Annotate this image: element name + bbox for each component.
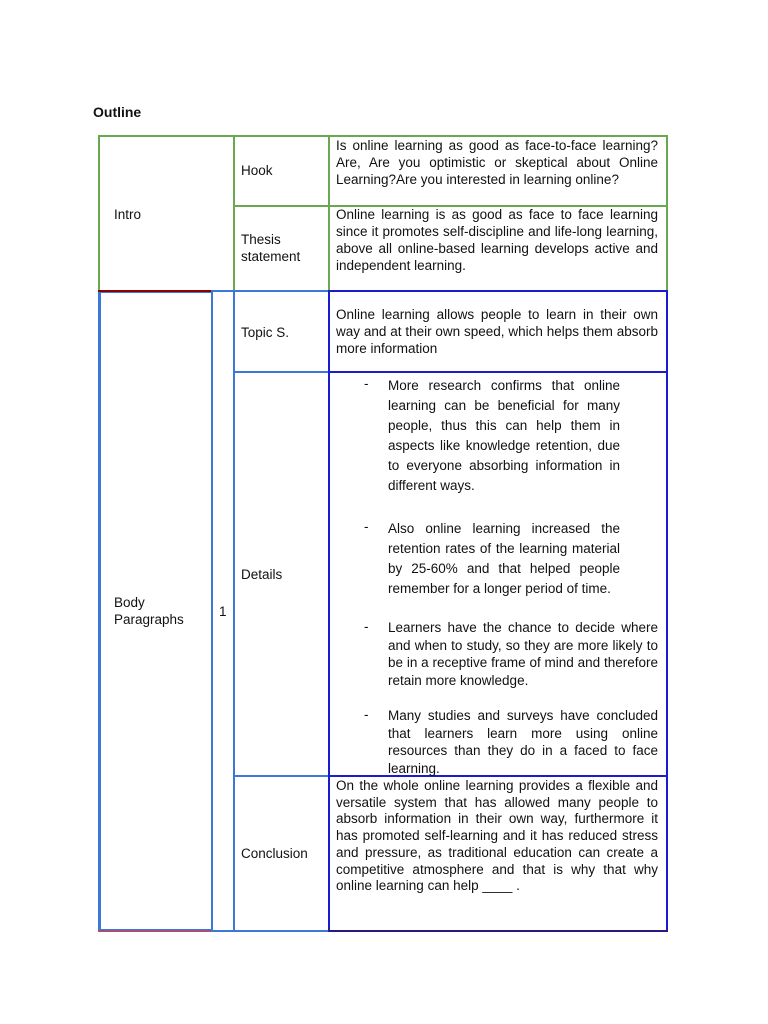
thesis-text: Online learning is as good as face to face learning since it promotes self-discipline and life-long learning, above all online-based learning develops active and independent learning. (336, 207, 658, 273)
thesis-label: Thesis statement (241, 232, 301, 264)
bullet-dash: - (364, 707, 369, 722)
topic-text: Online learning allows people to learn in their own way and at their own speed, which helps them absorb more information (336, 307, 658, 356)
bullet-dash: - (364, 519, 369, 534)
conclusion-label: Conclusion (241, 846, 308, 861)
bottom-border-right (328, 930, 668, 932)
section-divider (98, 290, 211, 292)
paragraph-number: 1 (219, 604, 227, 619)
page-heading: Outline (93, 104, 142, 120)
intro-section-label: Intro (114, 207, 142, 222)
bottom-border-accent (98, 930, 211, 932)
body-section-label: Body Paragraphs (114, 595, 184, 627)
bullet-dash: - (364, 376, 369, 391)
hook-label: Hook (241, 163, 273, 178)
bullet-dash: - (364, 619, 369, 634)
detail-text: Many studies and surveys have concluded that learners learn more using online resources than they do in a faced to face learning. (388, 708, 658, 776)
details-label: Details (241, 567, 283, 582)
topic-label: Topic S. (241, 325, 290, 340)
detail-text: Also online learning increased the retention rates of the learning material by 25-60% and that helped people remember for a longer period of time. (388, 521, 620, 596)
detail-text: Learners have the chance to decide where and when to study, so they are more likely to be in a receptive frame of mind and therefore retain more knowledge. (388, 620, 658, 688)
conclusion-text: On the whole online learning provides a flexible and versatile system that has allowed many people to absorb information in their own way, furthermore it has promoted self-learning and it has reduced stress and pressure, as traditional education can create a competitive atmosphere and that is why that why online learning can help ____ . (336, 778, 658, 894)
hook-text: Is online learning as good as face-to-face learning?Are, Are you optimistic or skeptical about Online Learning?Are you interested in learning online? (336, 138, 658, 187)
detail-text: More research confirms that online learning can be beneficial for many people, thus this can help them in aspects like knowledge retention, due to everyone absorbing information in different ways. (388, 378, 620, 493)
